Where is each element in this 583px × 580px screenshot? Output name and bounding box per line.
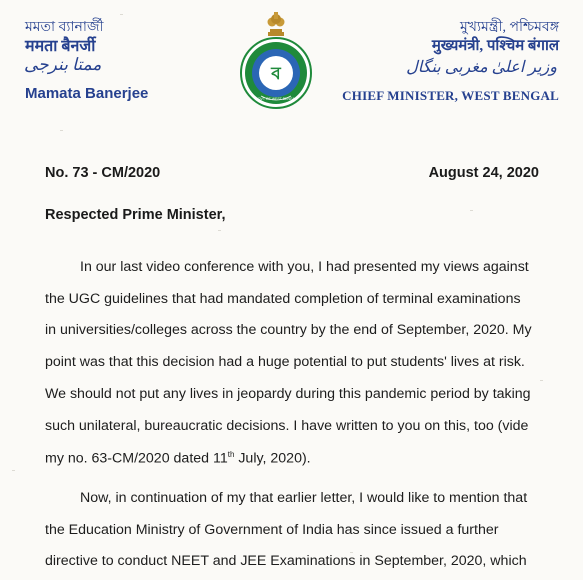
ref-text-before: my no. 63-CM/2020 dated 11: [45, 450, 228, 467]
svg-text:ব: ব: [271, 64, 281, 84]
body-line: [45, 450, 311, 467]
body-line: In our last video conference with you, I had presented my views against: [80, 259, 529, 275]
paper-fleck: [218, 230, 221, 231]
body-line: Now, in continuation of my that earlier letter, I would like to mention that: [80, 490, 528, 506]
reference-number: No. 73 - CM/2020: [45, 165, 161, 181]
hindi-title: मुख्यमंत्री, पश्चिम बंगाल: [431, 38, 559, 54]
body-line: the UGC guidelines that had mandated completion of terminal examinations: [45, 291, 521, 307]
body-line: in universities/colleges across the country by the end of September, 2020. My: [45, 322, 532, 338]
body-line: point was that this decision had a huge potential to put students' lives at risk.: [45, 354, 525, 370]
paper-fleck: [470, 210, 473, 211]
urdu-name: ممتا بنرجی: [24, 55, 102, 74]
paper-fleck: [120, 14, 123, 15]
salutation: Respected Prime Minister,: [45, 207, 226, 223]
ref-text-superscript: th: [227, 450, 235, 459]
bengali-title: মুখ্যমন্ত্রী, পশ্চিমবঙ্গ: [460, 20, 559, 35]
ref-text-after: July, 2020).: [234, 450, 311, 467]
body-line: such unilateral, bureaucratic decisions. I have written to you on this, too (vide: [45, 418, 529, 434]
english-title: CHIEF MINISTER, WEST BENGAL: [342, 88, 559, 103]
paper-fleck: [12, 470, 15, 471]
ashoka-emblem-icon: [264, 8, 288, 38]
paper-fleck: [540, 380, 543, 381]
english-name: Mamata Banerjee: [25, 85, 149, 102]
body-line: directive to conduct NEET and JEE Examinations in September, 2020, which: [45, 553, 527, 569]
paper-fleck: [60, 130, 63, 131]
bengali-name: মমতা ব্যানার্জী: [25, 20, 104, 35]
urdu-title: وزیر اعلیٰ مغربی بنگال: [406, 59, 557, 76]
body-line: We should not put any lives in jeopardy during this pandemic period by taking: [45, 386, 531, 402]
seal-label: GOVT OF WEST BENGAL: [255, 97, 297, 101]
hindi-name: ममता बैनर्जी: [25, 38, 96, 55]
letter-date: August 24, 2020: [428, 165, 539, 181]
body-line: the Education Ministry of Government of India has since issued a further: [45, 522, 499, 538]
